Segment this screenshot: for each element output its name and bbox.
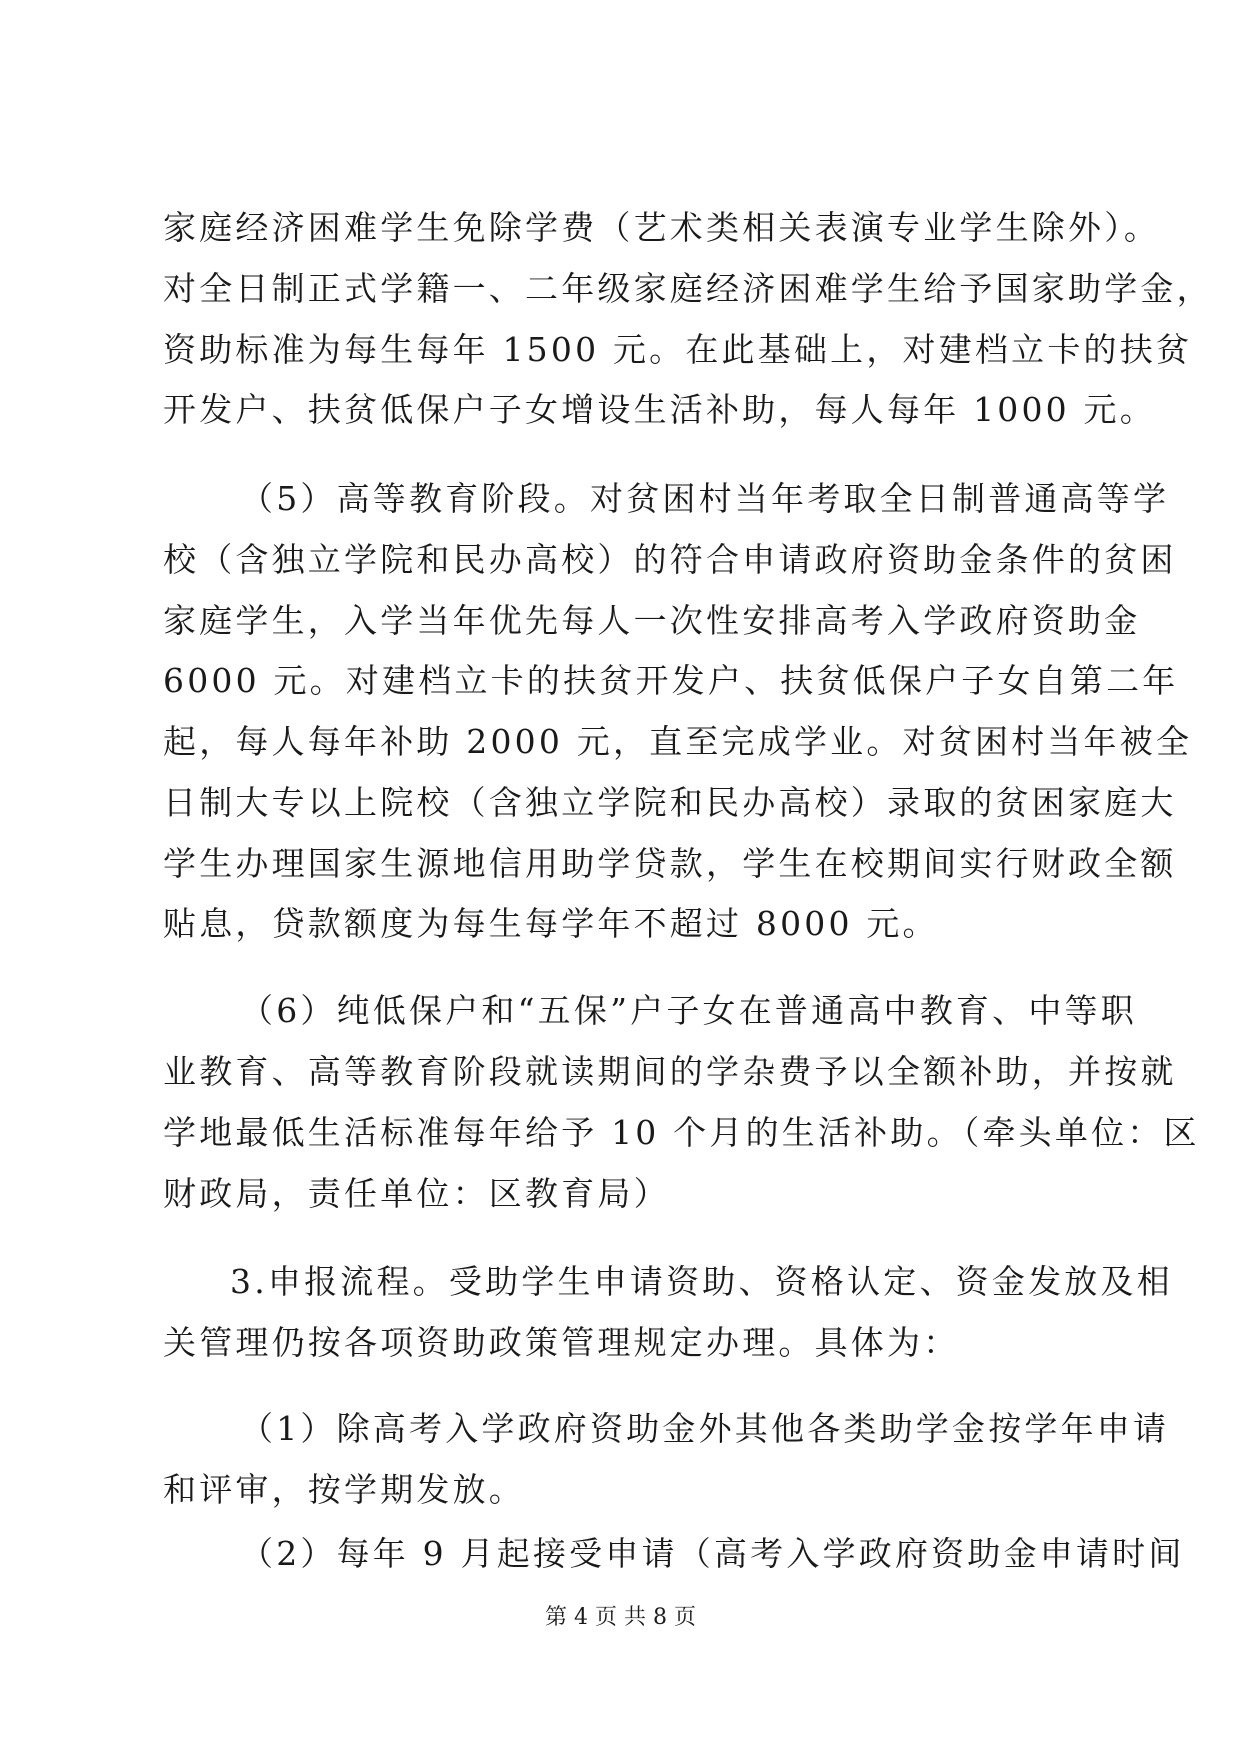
paragraph-line: （5）高等教育阶段。对贫困村当年考取全日制普通高等学 <box>240 479 1170 518</box>
paragraph-line: 日制大专以上院校（含独立学院和民办高校）录取的贫困家庭大 <box>163 783 1177 822</box>
page-number-footer: 第 4 页 共 8 页 <box>545 1605 696 1630</box>
paragraph-line: 家庭学生，入学当年优先每人一次性安排高考入学政府资助金 <box>163 601 1141 640</box>
paragraph-line: （1）除高考入学政府资助金外其他各类助学金按学年申请 <box>240 1409 1170 1448</box>
paragraph-line: 起，每人每年补助 2000 元，直至完成学业。对贫困村当年被全 <box>163 722 1193 761</box>
paragraph-line: 和评审，按学期发放。 <box>163 1470 525 1509</box>
paragraph-line: 关管理仍按各项资助政策管理规定办理。具体为： <box>163 1323 960 1362</box>
paragraph-line: （2）每年 9 月起接受申请（高考入学政府资助金申请时间 <box>240 1534 1185 1573</box>
paragraph-line: 开发户、扶贫低保户子女增设生活补助，每人每年 1000 元。 <box>163 390 1156 429</box>
paragraph-line: 贴息，贷款额度为每生每学年不超过 8000 元。 <box>163 904 939 943</box>
paragraph-line: 家庭经济困难学生免除学费（艺术类相关表演专业学生除外）。 <box>163 208 1161 247</box>
paragraph-line: 业教育、高等教育阶段就读期间的学杂费予以全额补助，并按就 <box>163 1052 1177 1091</box>
paragraph-line: 学生办理国家生源地信用助学贷款，学生在校期间实行财政全额 <box>163 844 1177 883</box>
paragraph-line: 3.申报流程。受助学生申请资助、资格认定、资金发放及相 <box>230 1262 1173 1301</box>
paragraph-line: 对全日制正式学籍一、二年级家庭经济困难学生给予国家助学金， <box>163 269 1213 308</box>
paragraph-line: 6000 元。对建档立卡的扶贫开发户、扶贫低保户子女自第二年 <box>163 661 1179 700</box>
paragraph-line: 财政局，责任单位：区教育局） <box>163 1174 670 1213</box>
paragraph-line: （6）纯低保户和“五保”户子女在普通高中教育、中等职 <box>240 991 1137 1030</box>
paragraph-line: 校（含独立学院和民办高校）的符合申请政府资助金条件的贫困 <box>163 540 1177 579</box>
paragraph-line: 资助标准为每生每年 1500 元。在此基础上，对建档立卡的扶贫 <box>163 330 1193 369</box>
paragraph-line: 学地最低生活标准每年给予 10 个月的生活补助。（牵头单位：区 <box>163 1113 1200 1152</box>
